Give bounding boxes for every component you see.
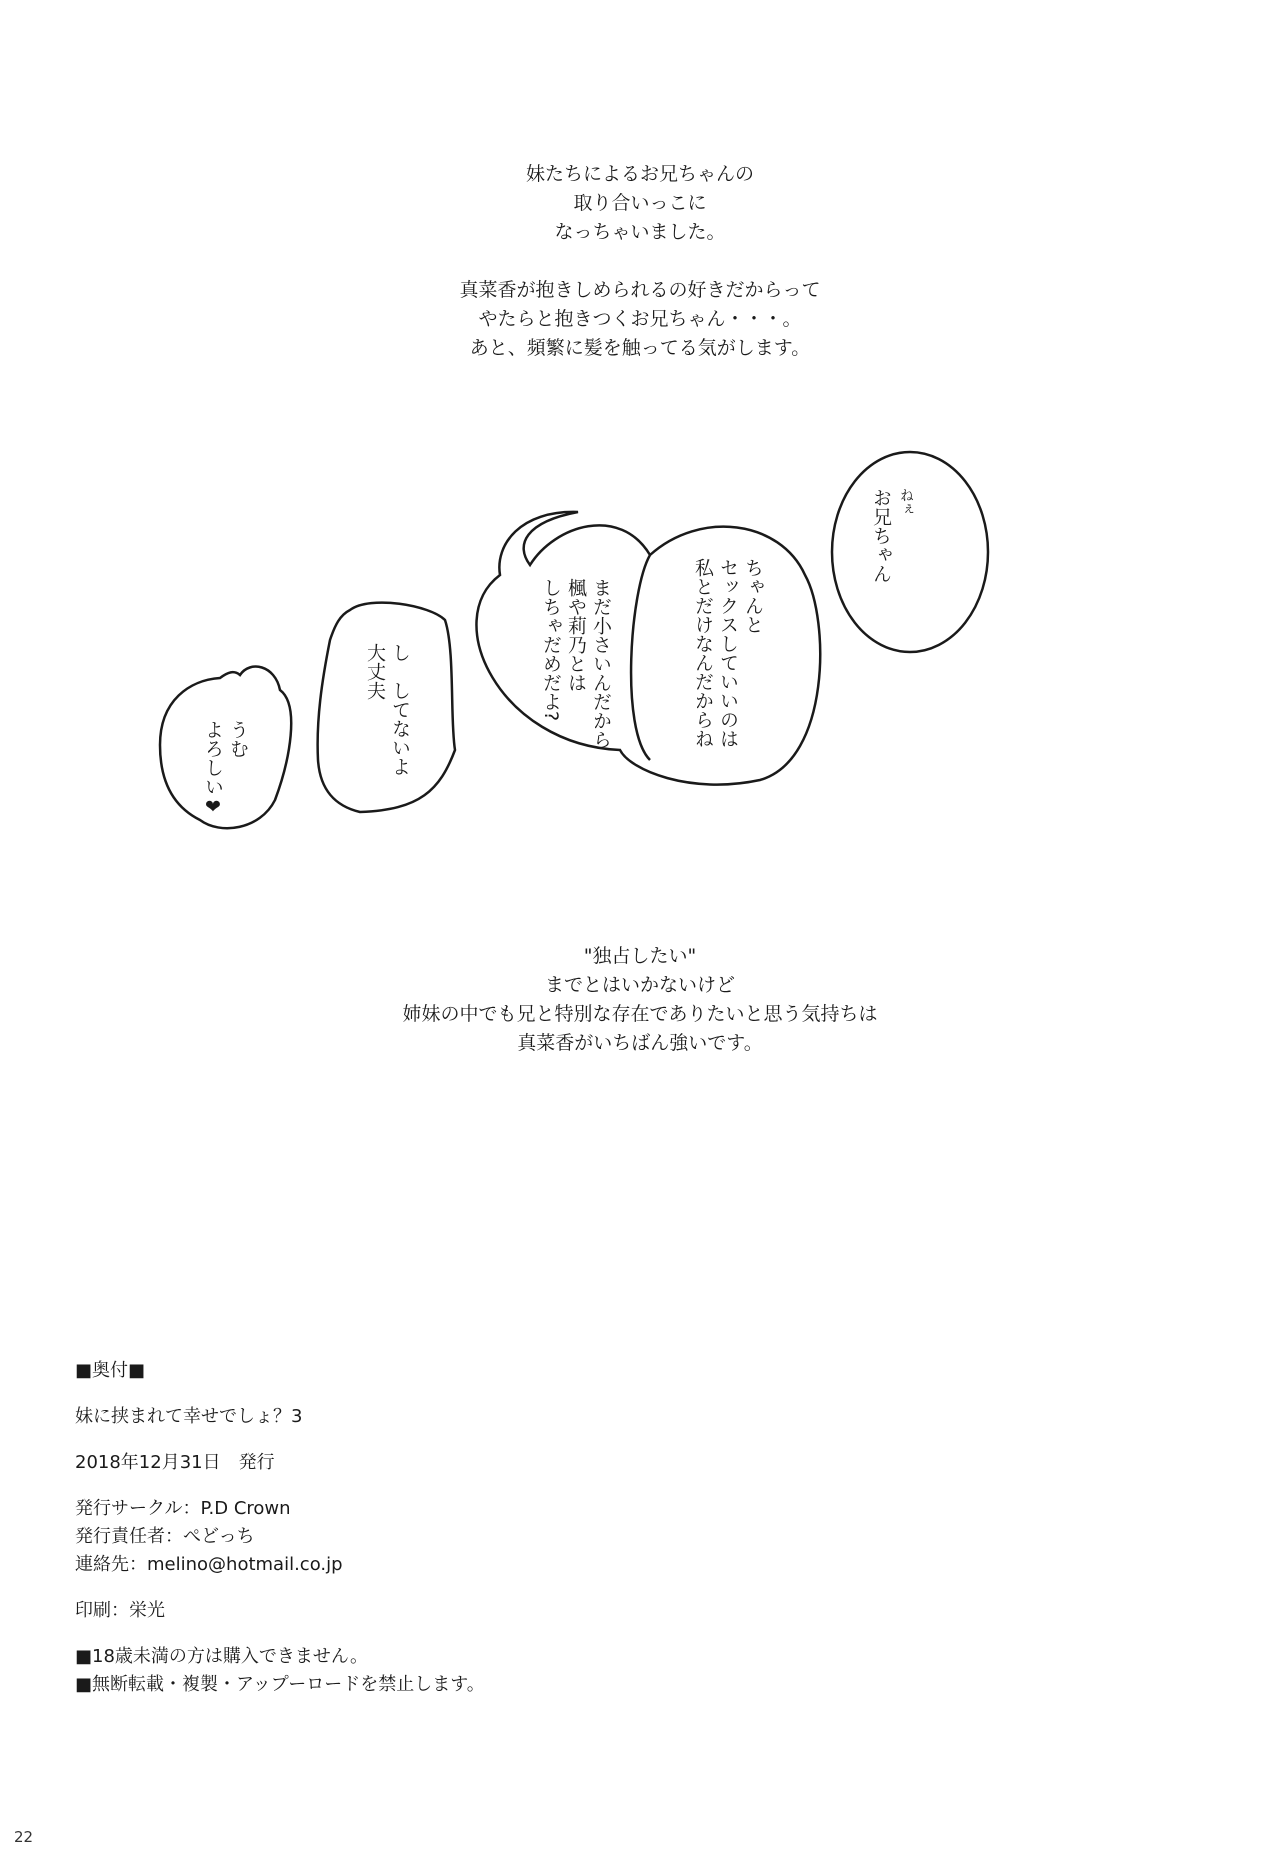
colophon (75, 1357, 485, 1699)
responsible-editor: 発行責任者：ぺどっち (75, 1526, 255, 1547)
contact-info: 連絡先：melino@hotmail.co.jp (75, 1554, 343, 1575)
printer: 印刷：栄光 (75, 1600, 165, 1621)
intro-line-1: 妹たちによるお兄ちゃんの (525, 163, 754, 185)
bubble-2-text: ちゃんと セックスしていいのは 私とだけなんだからね (692, 558, 764, 748)
bubble-4-text: し してないよ 大丈夫 (364, 643, 411, 776)
page-number: 22 (14, 1828, 34, 1846)
bubble-5-text: うむ よろしい❤ (202, 720, 249, 818)
bubble-3-text: まだ小さいんだから 楓や莉乃とは しちゃだめだよ? (540, 578, 612, 749)
outro-line-2: までとはいかないけど (544, 974, 735, 996)
intro-line-3: なっちゃいました。 (554, 221, 726, 243)
colophon-heading: ■奥付■ (75, 1360, 146, 1381)
age-notice: ■18歳未満の方は購入できません。 (75, 1646, 368, 1667)
outro-line-3: 姉妹の中でも兄と特別な存在でありたいと思う気持ちは (402, 1003, 878, 1025)
book-title: 妹に挟まれて幸せでしょ？3 (75, 1406, 303, 1427)
intro-line-2: 取り合いっこに (573, 192, 707, 214)
copyright-notice: ■無断転載・複製・アップーロードを禁止します。 (75, 1674, 485, 1695)
publish-date: 2018年12月31日 発行 (75, 1452, 275, 1473)
intro-line-4: 真菜香が抱きしめられるの好きだからって (459, 279, 821, 301)
outro-line-1: "独占したい" (583, 945, 697, 967)
outro-line-4: 真菜香がいちばん強いです。 (517, 1032, 763, 1054)
bubble-2-3-outline (476, 512, 820, 785)
intro-line-6: あと、頻繁に髪を触ってる気がします。 (469, 337, 811, 359)
intro-line-5: やたらと抱きつくお兄ちゃん・・・。 (478, 308, 802, 330)
outro-text (0, 942, 1280, 1058)
publisher-circle: 発行サークル：P.D Crown (75, 1498, 291, 1519)
bubble-1-text: ねぇ お兄ちゃん (870, 488, 914, 583)
bubble-divider (631, 555, 650, 760)
